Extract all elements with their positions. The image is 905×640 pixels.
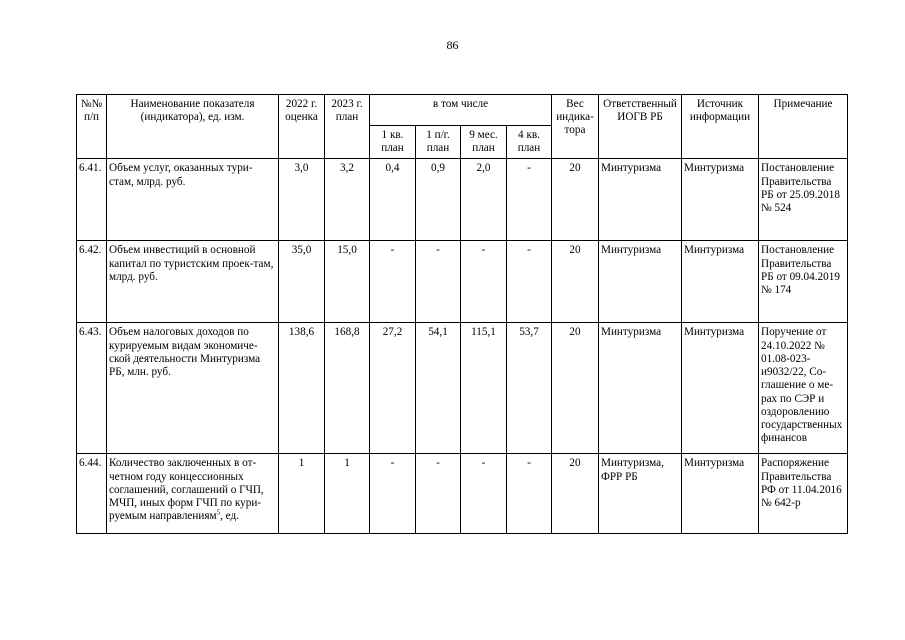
responsible-body: Минтуризма [599, 241, 682, 323]
value-2022: 35,0 [279, 241, 325, 323]
value-9m: 115,1 [461, 323, 507, 454]
col-q1-header: 1 кв. план [370, 126, 416, 159]
col-responsible-header: Ответственный ИОГВ РБ [599, 95, 682, 159]
value-2023: 1 [325, 454, 370, 534]
indicator-name: Объем налоговых доходов по курируемым видам экономиче-ской деятельности Минтуризма РБ, млн. руб. [107, 323, 279, 454]
row-number: 6.44. [77, 454, 107, 534]
value-q4: 53,7 [507, 323, 552, 454]
value-h1: 54,1 [416, 323, 461, 454]
value-h1: 0,9 [416, 159, 461, 241]
col-2023-header: 2023 г. план [325, 95, 370, 159]
indicators-table [76, 94, 848, 534]
responsible-body: Минтуризма, ФРР РБ [599, 454, 682, 534]
indicator-name-text: Количество заключенных в от-четном году концессионных соглашений, соглашений о ГЧП, МЧП, иных форм ГЧП по кури-руемым направлениям [109, 457, 264, 523]
table-row [77, 454, 848, 534]
value-2023: 3,2 [325, 159, 370, 241]
info-source: Минтуризма [682, 454, 759, 534]
indicator-name-unit: , ед. [220, 510, 239, 523]
value-weight: 20 [552, 159, 599, 241]
value-2023: 15,0 [325, 241, 370, 323]
value-q4: - [507, 241, 552, 323]
table-row [77, 241, 848, 323]
value-9m: 2,0 [461, 159, 507, 241]
responsible-body: Минтуризма [599, 159, 682, 241]
info-source: Минтуризма [682, 159, 759, 241]
value-q4: - [507, 454, 552, 534]
table-row [77, 323, 848, 454]
indicator-name: Объем инвестиций в основной капитал по туристским проек-там, млрд. руб. [107, 241, 279, 323]
indicator-name: Объем услуг, оказанных тури-стам, млрд. руб. [107, 159, 279, 241]
row-number: 6.41. [77, 159, 107, 241]
col-9m-header: 9 мес. план [461, 126, 507, 159]
col-q4-header: 4 кв. план [507, 126, 552, 159]
value-2022: 138,6 [279, 323, 325, 454]
footnote-marker: 5 [216, 508, 221, 517]
note: Постановление Правительства РБ от 09.04.2019 № 174 [759, 241, 848, 323]
value-weight: 20 [552, 241, 599, 323]
page-number: 86 [446, 38, 459, 52]
value-2023: 168,8 [325, 323, 370, 454]
value-q1: - [370, 241, 416, 323]
value-q4: - [507, 159, 552, 241]
col-weight-header: Вес индика-тора [552, 95, 599, 159]
value-2022: 3,0 [279, 159, 325, 241]
info-source: Минтуризма [682, 241, 759, 323]
value-2022: 1 [279, 454, 325, 534]
row-number: 6.42. [77, 241, 107, 323]
info-source: Минтуризма [682, 323, 759, 454]
table-row [77, 159, 848, 241]
value-weight: 20 [552, 323, 599, 454]
value-q1: 27,2 [370, 323, 416, 454]
col-2022-header: 2022 г. оценка [279, 95, 325, 159]
col-name-header: Наименование показателя (индикатора), ед. изм. [107, 95, 279, 159]
row-number: 6.43. [77, 323, 107, 454]
table-header-row [77, 95, 848, 126]
col-including-header: в том числе [370, 95, 552, 126]
value-q1: - [370, 454, 416, 534]
col-source-header: Источник информации [682, 95, 759, 159]
value-9m: - [461, 454, 507, 534]
value-h1: - [416, 454, 461, 534]
responsible-body: Минтуризма [599, 323, 682, 454]
indicator-name [107, 454, 279, 534]
note: Поручение от 24.10.2022 № 01.08-023-и9032/22, Со-глашение о ме-рах по СЭР и оздоровлению государственных финансов [759, 323, 848, 454]
note: Распоряжение Правительства РФ от 11.04.2016 № 642-р [759, 454, 848, 534]
col-note-header: Примечание [759, 95, 848, 159]
value-9m: - [461, 241, 507, 323]
value-h1: - [416, 241, 461, 323]
value-q1: 0,4 [370, 159, 416, 241]
note: Постановление Правительства РБ от 25.09.2018 № 524 [759, 159, 848, 241]
col-h1-header: 1 п/г. план [416, 126, 461, 159]
value-weight: 20 [552, 454, 599, 534]
col-num-header: №№ п/п [77, 95, 107, 159]
